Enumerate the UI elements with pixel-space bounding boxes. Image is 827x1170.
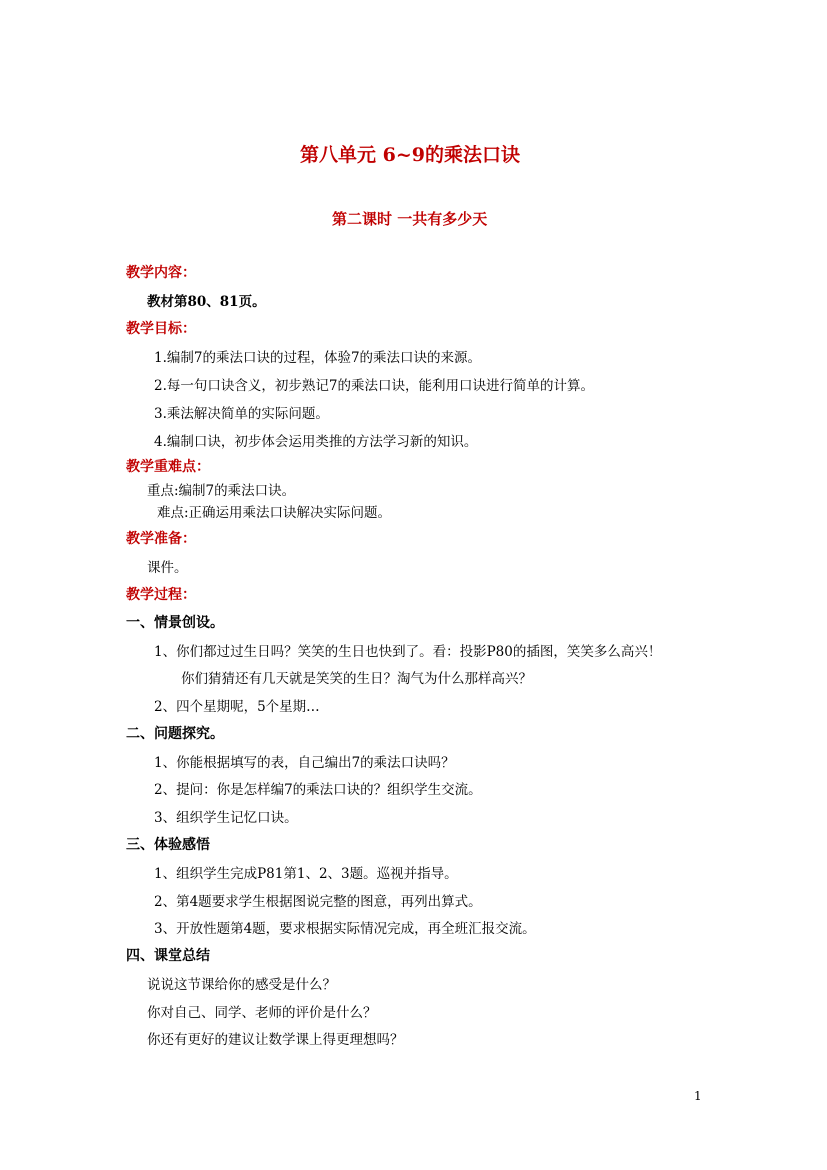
goal-item: 2.每一句口诀含义，初步熟记7的乘法口诀，能利用口诀进行简单的计算。 <box>154 378 594 394</box>
section-line: 1、组织学生完成P81第1、2、3题。巡视并指导。 <box>154 866 458 882</box>
section-line: 2、提问：你是怎样编7的乘法口诀的？组织学生交流。 <box>154 782 482 798</box>
section-line: 1、你能根据填写的表，自己编出7的乘法口诀吗？ <box>154 755 455 771</box>
key-points-heading: 教学重难点： <box>126 459 210 475</box>
goal-item: 3.乘法解决简单的实际问题。 <box>154 406 329 422</box>
preparation-heading: 教学准备： <box>126 531 196 547</box>
process-heading: 教学过程： <box>126 587 196 603</box>
goal-item: 1.编制7的乘法口诀的过程，体验7的乘法口诀的来源。 <box>154 350 482 366</box>
goal-item: 4.编制口诀，初步体会运用类推的方法学习新的知识。 <box>154 434 478 450</box>
page-title: 第八单元 6~9的乘法口诀 <box>300 144 520 166</box>
content-heading: 教学内容： <box>126 265 196 281</box>
focus-text: 重点:编制7的乘法口诀。 <box>147 483 296 499</box>
section-heading: 一、情景创设。 <box>126 615 224 631</box>
section-line: 你们猜猜还有几天就是笑笑的生日？淘气为什么那样高兴？ <box>181 671 532 687</box>
section-line: 1、你们都过过生日吗？笑笑的生日也快到了。看：投影P80的插图，笑笑多么高兴！ <box>154 644 662 660</box>
difficulty-text: 难点:正确运用乘法口诀解决实际问题。 <box>157 505 392 521</box>
content-text: 教材第80、81页。 <box>147 294 266 310</box>
section-line: 你还有更好的建议让数学课上得更理想吗？ <box>147 1032 404 1048</box>
preparation-text: 课件。 <box>147 560 188 576</box>
section-line: 3、开放性题第4题，要求根据实际情况完成，再全班汇报交流。 <box>154 921 536 937</box>
section-line: 2、第4题要求学生根据图说完整的图意，再列出算式。 <box>154 894 482 910</box>
section-heading: 二、问题探究。 <box>126 726 224 742</box>
goals-heading: 教学目标： <box>126 321 196 337</box>
section-line: 3、组织学生记忆口诀。 <box>154 810 298 826</box>
section-line: 2、四个星期呢，5个星期… <box>154 699 320 715</box>
section-heading: 三、体验感悟 <box>126 837 210 853</box>
lesson-subtitle: 第二课时 一共有多少天 <box>332 210 488 228</box>
section-line: 你对自己、同学、老师的评价是什么？ <box>147 1005 377 1021</box>
section-line: 说说这节课给你的感受是什么？ <box>147 977 336 993</box>
section-heading: 四、课堂总结 <box>126 948 210 964</box>
page-number: 1 <box>694 1089 702 1103</box>
